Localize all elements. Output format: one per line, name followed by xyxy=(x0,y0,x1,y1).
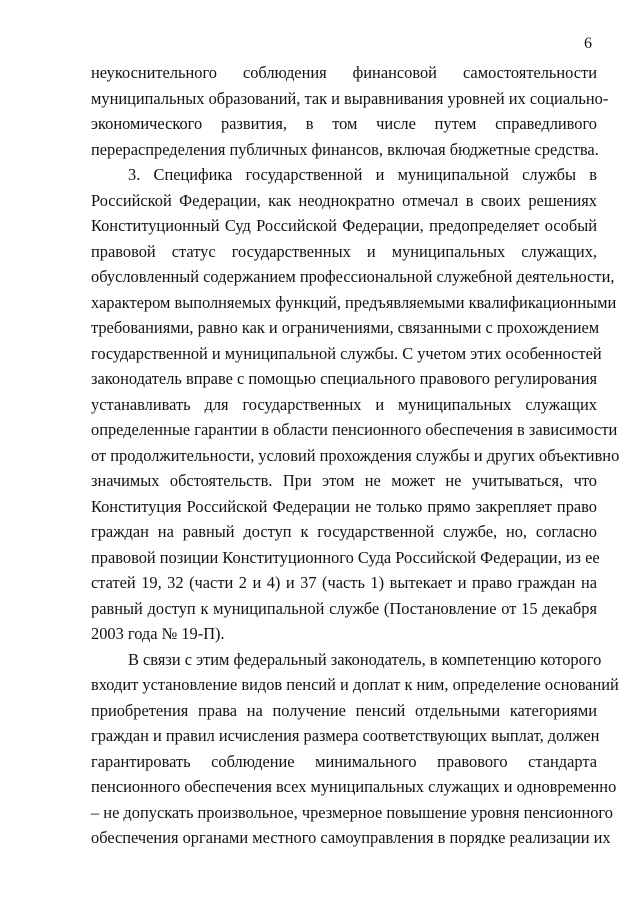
text-line: от продолжительности, условий прохождения службы и других объективно xyxy=(91,445,620,465)
text-line: обеспечения органами местного самоуправления в порядке реализации их xyxy=(91,828,611,847)
text-line: Конституция Российской Федерации не только прямо закрепляет право xyxy=(91,496,597,516)
text-line: 2003 года № 19-П). xyxy=(91,624,225,643)
text-line: 3. Специфика государственной и муниципальной службы в xyxy=(128,165,597,184)
text-line: законодатель вправе с помощью специального правового регулирования xyxy=(91,369,597,388)
text-line: требованиями, равно как и ограничениями, связанными с прохождением xyxy=(91,318,600,337)
text-line: гарантировать соблюдение минимального правового стандарта xyxy=(91,751,597,771)
paragraph xyxy=(91,60,609,162)
text-line: муниципальных образований, так и выравнивания уровней их социально- xyxy=(91,88,609,108)
paragraph xyxy=(91,162,620,647)
text-line: устанавливать для государственных и муниципальных служащих xyxy=(91,394,597,414)
text-line: приобретения права на получение пенсий отдельными категориями xyxy=(91,700,597,720)
text-line: входит установление видов пенсий и доплат к ним, определение оснований xyxy=(91,675,619,694)
text-line: экономического развития, в том числе путем справедливого xyxy=(91,114,597,133)
paragraph xyxy=(91,647,619,851)
text-line: определенные гарантии в области пенсионного обеспечения в зависимости xyxy=(91,420,618,439)
text-line: правовой позиции Конституционного Суда Российской Федерации, из ее xyxy=(91,547,600,567)
text-line: Российской Федерации, как неоднократно отмечал в своих решениях xyxy=(91,190,597,210)
page-number: 6 xyxy=(584,35,592,52)
text-line: правовой статус государственных и муниципальных служащих, xyxy=(91,241,597,261)
text-line: пенсионного обеспечения всех муниципальных служащих и одновременно xyxy=(91,777,617,796)
text-line: неукоснительного соблюдения финансовой самостоятельности xyxy=(91,63,597,82)
text-line: равный доступ к муниципальной службе (Постановление от 15 декабря xyxy=(91,598,597,618)
text-line: – не допускать произвольное, чрезмерное повышение уровня пенсионного xyxy=(91,802,613,822)
text-line: характером выполняемых функций, предъявляемыми квалификационными xyxy=(91,292,617,312)
text-line: статей 19, 32 (части 2 и 4) и 37 (часть 1) вытекает и право граждан на xyxy=(91,573,597,592)
text-line: Конституционный Суд Российской Федерации, предопределяет особый xyxy=(91,216,597,235)
text-line: перераспределения публичных финансов, включая бюджетные средства. xyxy=(91,139,599,159)
text-line: государственной и муниципальной службы. С учетом этих особенностей xyxy=(91,343,602,363)
document-body xyxy=(91,60,620,851)
text-line: В связи с этим федеральный законодатель, в компетенцию которого xyxy=(128,649,602,669)
text-line: обусловленный содержанием профессиональной служебной деятельности, xyxy=(91,267,615,286)
text-line: граждан и правил исчисления размера соответствующих выплат, должен xyxy=(91,726,600,745)
text-line: граждан на равный доступ к государственной службе, но, согласно xyxy=(91,522,597,541)
text-line: значимых обстоятельств. При этом не может не учитываться, что xyxy=(91,471,597,490)
